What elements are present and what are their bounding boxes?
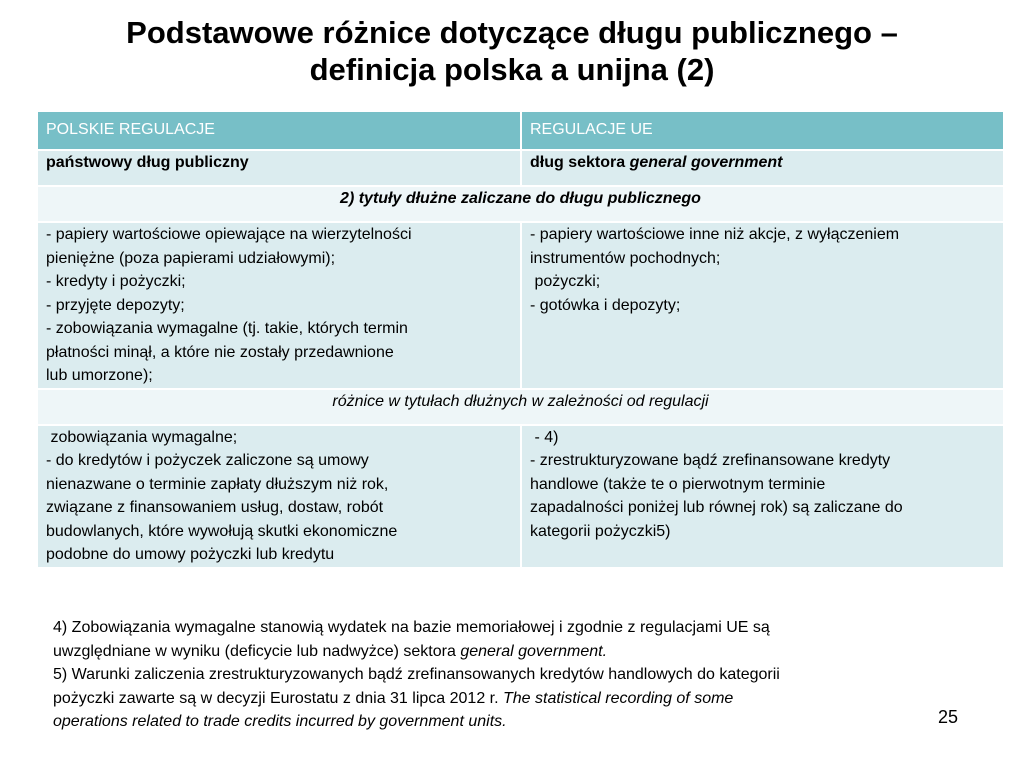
cell-eu-differences <box>521 425 1004 568</box>
cell-eu-definition <box>521 150 1004 186</box>
footnote-4-line-1: 4) Zobowiązania wymagalne stanowią wydatek na bazie memoriałowej i zgodnie z regulacjami UE są <box>53 619 770 636</box>
list-item: - zobowiązania wymagalne (tj. takie, których termin <box>46 320 408 337</box>
cell-polish-definition: państwowy dług publiczny <box>37 150 521 186</box>
slide-title <box>40 14 984 88</box>
list-item: - gotówka i depozyty; <box>530 296 681 314</box>
header-polish-regulations: POLSKIE REGULACJE <box>37 111 521 150</box>
footnote-5-italic: The statistical recording of some <box>503 689 734 707</box>
table-row-section-differences <box>37 389 1004 425</box>
footnote-5-text: pożyczki zawarte są w decyzji Eurostatu z dnia 31 lipca 2012 r. <box>53 689 503 707</box>
list-item: - do kredytów i pożyczek zaliczone są umowy <box>46 452 369 469</box>
footnote-4-italic: general government. <box>460 642 608 660</box>
footnote-5-italic-cont: operations related to trade credits incurred by government units. <box>53 713 507 730</box>
cell-eu-definition-italic: general government <box>629 154 783 171</box>
list-item: płatności minął, a które nie zostały przedawnione <box>46 343 394 361</box>
list-item: - papiery wartościowe inne niż akcje, z wyłączeniem <box>530 226 900 243</box>
table-row-debt-titles <box>37 222 1004 389</box>
table-row-differences <box>37 425 1004 568</box>
list-item: pieniężne (poza papierami udziałowymi); <box>46 249 336 267</box>
list-item: związane z finansowaniem usług, dostaw, robót <box>46 499 384 516</box>
table-header-row <box>37 111 1004 150</box>
list-item: instrumentów pochodnych; <box>530 249 721 267</box>
list-item: handlowe (także te o pierwotnym terminie <box>530 475 826 493</box>
list-item: - przyjęte depozyty; <box>46 296 185 314</box>
slide-title-line-1: Podstawowe różnice dotyczące długu publicznego – <box>126 15 898 50</box>
cell-eu-definition-prefix: dług sektora <box>530 154 630 171</box>
list-item: podobne do umowy pożyczki lub kredytu <box>46 546 335 563</box>
list-item: zobowiązania wymagalne; <box>46 428 238 446</box>
comparison-table <box>36 110 1005 569</box>
footnotes <box>53 616 973 734</box>
header-eu-regulations: REGULACJE UE <box>521 111 1004 150</box>
list-item: - papiery wartościowe opiewające na wierzytelności <box>46 226 412 243</box>
slide-title-line-2: definicja polska a unijna (2) <box>309 52 715 87</box>
footnote-5-line-1: 5) Warunki zaliczenia zrestrukturyzowanych bądź zrefinansowanych kredytów handlowych do kategorii <box>53 666 780 683</box>
cell-polish-differences <box>37 425 521 568</box>
page-number: 25 <box>938 707 959 727</box>
footnote-4-line-2 <box>53 640 973 664</box>
list-item: budowlanych, które wywołują skutki ekonomiczne <box>46 522 398 540</box>
table-row-definition <box>37 150 1004 186</box>
section-differences: różnice w tytułach dłużnych w zależności od regulacji <box>37 389 1004 425</box>
list-item: pożyczki; <box>530 273 601 290</box>
list-item: nienazwane o terminie zapłaty dłuższym niż rok, <box>46 475 389 493</box>
cell-eu-debt-titles <box>521 222 1004 389</box>
footnote-5-line-2 <box>53 687 973 711</box>
list-item: kategorii pożyczki5) <box>530 522 671 540</box>
footnote-5-line-3 <box>53 710 973 734</box>
list-item: zapadalności poniżej lub równej rok) są zaliczane do <box>530 499 903 516</box>
list-item: - 4) <box>530 428 559 446</box>
table-row-section-debt-titles <box>37 186 1004 222</box>
list-item: lub umorzone); <box>46 367 153 384</box>
cell-polish-debt-titles <box>37 222 521 389</box>
section-debt-titles: 2) tytuły dłużne zaliczane do długu publicznego <box>37 186 1004 222</box>
footnote-4-text: uwzględniane w wyniku (deficycie lub nadwyżce) sektora <box>53 642 461 660</box>
list-item: - zrestrukturyzowane bądź zrefinansowane kredyty <box>530 452 891 469</box>
list-item: - kredyty i pożyczki; <box>46 273 186 290</box>
